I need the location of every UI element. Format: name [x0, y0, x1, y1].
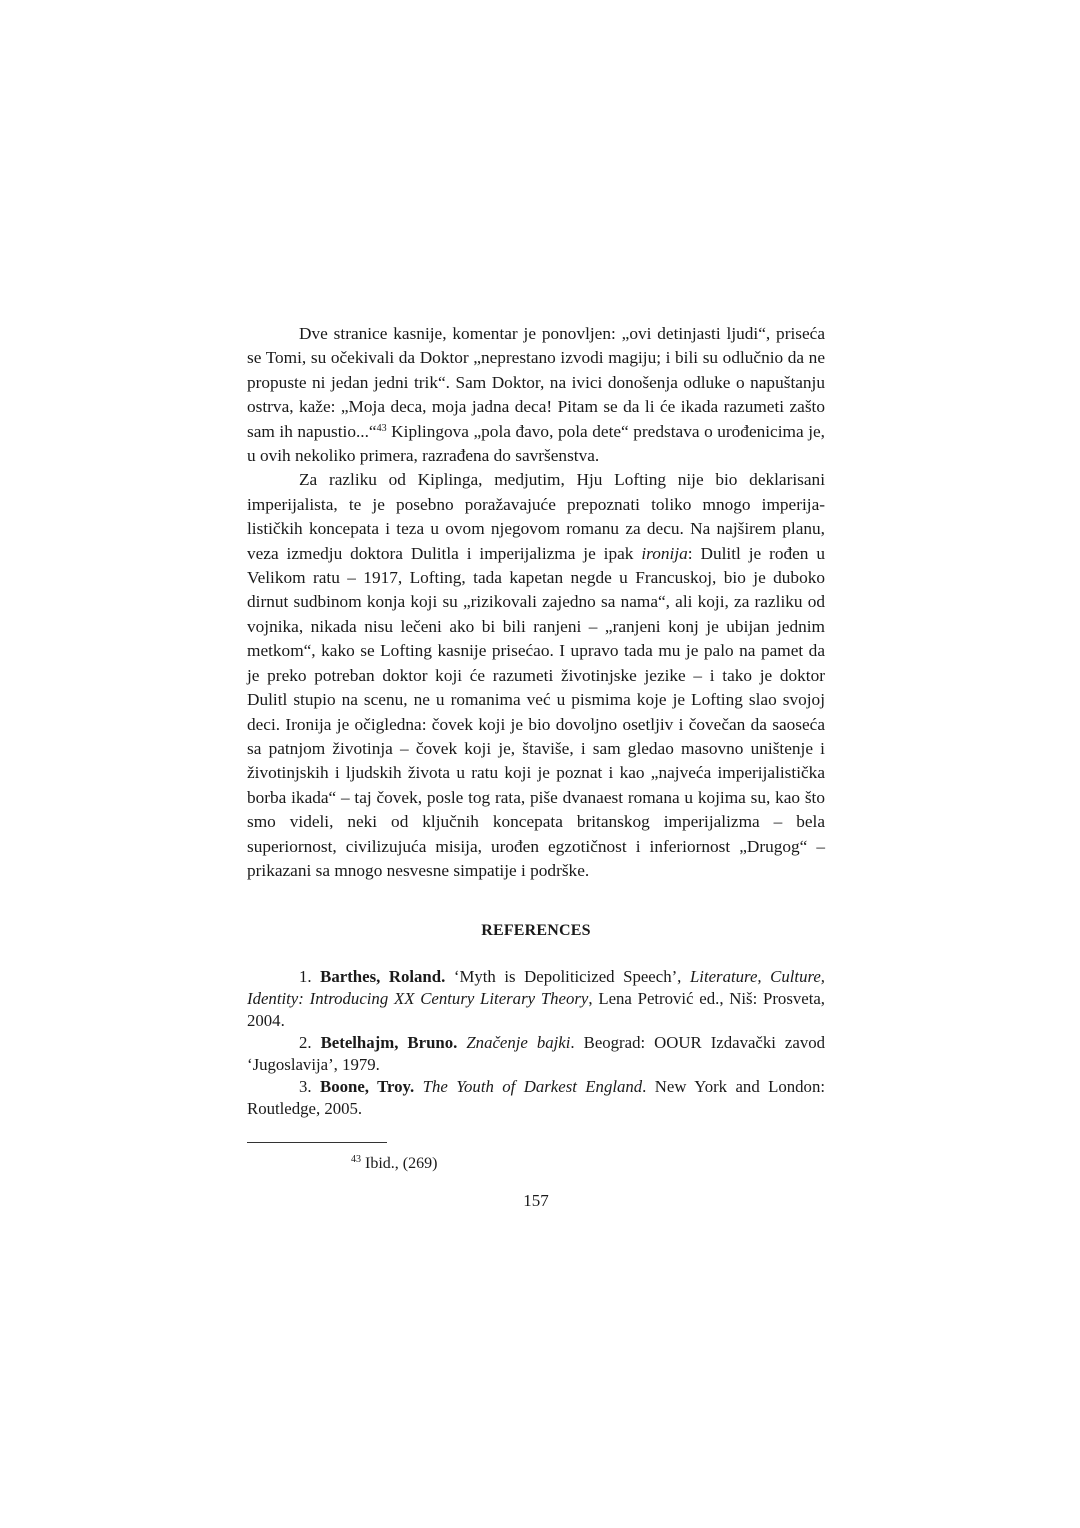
reference-title: Literature, Culture, Identity: Introducing XX Century Literary Theory	[247, 966, 826, 1008]
footnote-divider	[247, 1142, 387, 1143]
reference-number: 2.	[299, 1032, 321, 1052]
reference-text	[457, 1033, 466, 1052]
reference-text	[414, 1077, 422, 1096]
reference-author: Boone, Troy.	[320, 1076, 415, 1096]
reference-publication: , Lena Petrović ed., Niš: Prosveta, 2004.	[247, 988, 825, 1030]
references-heading: REFERENCES	[481, 922, 591, 940]
page-content	[247, 322, 825, 1213]
footnote-43	[247, 1153, 825, 1175]
reference-title: The Youth of Darkest England	[422, 1076, 643, 1096]
reference-number: 3.	[299, 1076, 321, 1096]
reference-author: Barthes, Roland.	[320, 966, 446, 986]
reference-publication: . Beograd: OOUR Izdavački zavod ‘Jugoslavija’, 1979.	[247, 1032, 825, 1074]
reference-item-2	[247, 1032, 825, 1076]
reference-item-1	[247, 966, 825, 1032]
reference-number: 1.	[299, 966, 321, 986]
paragraph-1-text-b: Kiplingova „pola đavo, pola dete“ predstava o urođenicima je, u ovih nekoliko primera, razrađena do savršenstva.	[247, 421, 825, 466]
reference-publication: . New York and London: Routledge, 2005.	[247, 1076, 825, 1118]
paragraph-2-text-a: Za razliku od Kiplinga, medjutim, Hju Lofting nije bio deklarisani imperijalista, te je posebno poražavajuće prepoznati toliko mnogo imperija-lističkih koncepata i teza u ovom njegovom romanu za decu. Na najširem planu, veza izmedju doktora Dulitla i imperijalizma je ipak	[247, 470, 825, 563]
paragraph-2-text-b: : Dulitl je rođen u Velikom ratu – 1917, Lofting, tada kapetan negde u Francuskoj, bio je duboko dirnut sudbinom konja koji su „rizikovali zajedno sa nama“, ali koji, za razliku od vojnika, nikada nisu lečeni ako bi bili ranjeni – „ranjeni konj je ubijan jednim metkom“, kako se Lofting kasnije prisećao. I upravo tada mu je palo na pamet da je preko potreban doktor koji će razumeti životinjske jezike – i tako je doktor Dulitl stupio na scenu, ne u romanima već u pismima koje je Lofting slao svojoj deci. Ironija je očigledna: čovek koji je bio dovoljno osetljiv i čovečan da saoseća sa patnjom životinja – čovek koji je, štaviše, i sam gledao masovno uništenje i životinjskih i ljudskih života u ratu koji je poznat i kao „najveća imperijalistička borba ikada“ – taj čovek, posle tog rata, piše dvanaest romana u kojima su, kao što smo videli, neki od ključnih koncepata britanskog imperijalizma – bela superiornost, civilizujuća misija, urođen egzotičnost i inferiornost „Drugog“ – prikazani sa mnogo nesvesne simpatije i podrške.	[247, 543, 825, 880]
reference-item-3	[247, 1076, 825, 1120]
reference-author: Betelhajm, Bruno.	[320, 1032, 458, 1052]
footnote-text: Ibid., (269)	[361, 1154, 438, 1172]
body-paragraph-1	[247, 322, 825, 468]
footnote-number: 43	[351, 1153, 361, 1165]
page-number: 157	[523, 1190, 549, 1210]
reference-title: Značenje bajki	[466, 1032, 571, 1052]
reference-text: ‘Myth is Depoliticized Speech’,	[445, 966, 690, 986]
paragraph-1-text-a: Dve stranice kasnije, komentar je ponovljen: „ovi detinjasti ljudi“, priseća se Tomi, su očekivali da Doktor „neprestano izvodi magiju; i bili su odlučnio da ne propuste ni jedan jedni trik“. Sam Doktor, na ivici donošenja odluke o napuštanju ostrva, kaže: „Moja deca, moja jadna deca! Pitam se da li će ikada razumeti zašto sam ih napustio...“	[247, 324, 825, 441]
footnote-ref-43[interactable]: 43	[376, 422, 387, 434]
paragraph-2-emphasis: ironija	[641, 543, 688, 563]
body-paragraph-2	[247, 468, 825, 883]
